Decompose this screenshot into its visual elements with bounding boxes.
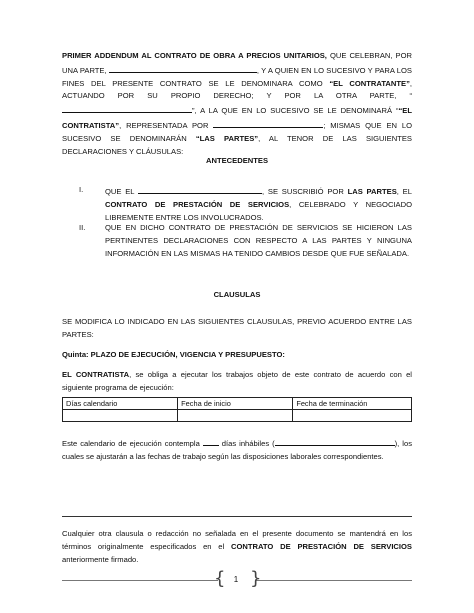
intro-title: PRIMER ADDENDUM AL CONTRATO DE OBRA A PRECIOS UNITARIOS, bbox=[62, 51, 327, 60]
section-divider bbox=[62, 516, 412, 517]
blank-antecedente[interactable] bbox=[138, 184, 262, 194]
blank-dias[interactable] bbox=[203, 436, 219, 446]
table-header-row bbox=[63, 398, 412, 410]
cell-fecha-inicio[interactable] bbox=[178, 410, 293, 422]
contratista-paragraph: EL CONTRATISTA, se obliga a ejecutar los trabajos objeto de este contrato de acuerdo con el siguiente programa de ejecución: bbox=[62, 370, 412, 392]
antecedentes-heading: ANTECEDENTES bbox=[205, 156, 269, 165]
header-fecha-inicio: Fecha de inicio bbox=[178, 398, 293, 410]
footer-line-left bbox=[62, 580, 218, 581]
blank-party-2[interactable] bbox=[62, 103, 192, 113]
page-number: 1 bbox=[233, 575, 239, 584]
intro-paragraph: PRIMER ADDENDUM AL CONTRATO DE OBRA A PRECIOS UNITARIOS, QUE CELEBRAN, POR UNA PARTE, , Y A QUIEN EN LO SUCESIVO Y PARA LOS FINES DEL PRESENTE CONTRATO SE LE DENOMINARA COMO “EL CONTRATANTE”, ACTUANDO POR SU PROPIO DERECHO; Y POR LA OTRA PARTE, “”, A LA QUE EN LO SUCESIVO SE LE DENOMINARÁ ““EL CONTRATISTA”, REPRESENTADA POR ; MISMAS QUE EN LO SUCESIVO SE DENOMINARÁN “LAS PARTES”, AL TENOR DE LAS SIGUIENTES DECLARACIONES Y CLÁUSULAS: bbox=[62, 51, 412, 156]
antecedente-item-1: I. QUE EL , SE SUSCRIBIÓ POR LAS PARTES, EL CONTRATO DE PRESTACIÓN DE SERVICIOS, CELEBRADO Y NEGOCIADO LIBREMENTE ENTRE LOS INVOLUCRADOS. bbox=[79, 185, 412, 222]
cell-fecha-terminacion[interactable] bbox=[293, 410, 412, 422]
calendar-paragraph: Este calendario de ejecución contempla días inhábiles ( ), los cuales se ajustarán a las fechas de trabajo según las disposiciones laborales correspondientes. bbox=[62, 436, 412, 464]
antecedente-item-2: II. QUE EN DICHO CONTRATO DE PRESTACIÓN DE SERVICIOS SE HICIERON LAS PERTINENTES DECLARACIONES CON RESPECTO A LAS PARTES Y NINGUNA INFORMACIÓN EN LAS MISMAS HA TENIDO CAMBIOS DESDE QUE FUE SEÑALADA. bbox=[79, 223, 412, 258]
header-dias-calendario: Días calendario bbox=[63, 398, 178, 410]
clausulas-intro: SE MODIFICA LO INDICADO EN LAS SIGUIENTES CLAUSULAS, PREVIO ACUERDO ENTRE LAS PARTES: bbox=[62, 317, 412, 339]
blank-representative[interactable] bbox=[213, 118, 323, 128]
footer-brace-left: { bbox=[214, 568, 226, 589]
footer-brace-right: } bbox=[250, 568, 262, 589]
blank-dias-inhabiles[interactable] bbox=[275, 436, 395, 446]
clausulas-heading: CLAUSULAS bbox=[213, 290, 261, 299]
blank-party-1[interactable] bbox=[109, 63, 257, 73]
closing-paragraph: Cualquier otra clausula o redacción no señalada en el presente documento se mantendrá en los términos originalmente especificados en el CONTRATO DE PRESTACIÓN DE SERVICIOS anteriormente firmado. bbox=[62, 529, 412, 564]
table-row bbox=[63, 410, 412, 422]
quinta-title: Quinta: PLAZO DE EJECUCIÓN, VIGENCIA Y PRESUPUESTO: bbox=[62, 350, 285, 359]
footer-line-right bbox=[256, 580, 412, 581]
cell-dias-calendario[interactable] bbox=[63, 410, 178, 422]
header-fecha-terminacion: Fecha de terminación bbox=[293, 398, 412, 410]
calendar-table bbox=[62, 397, 412, 422]
